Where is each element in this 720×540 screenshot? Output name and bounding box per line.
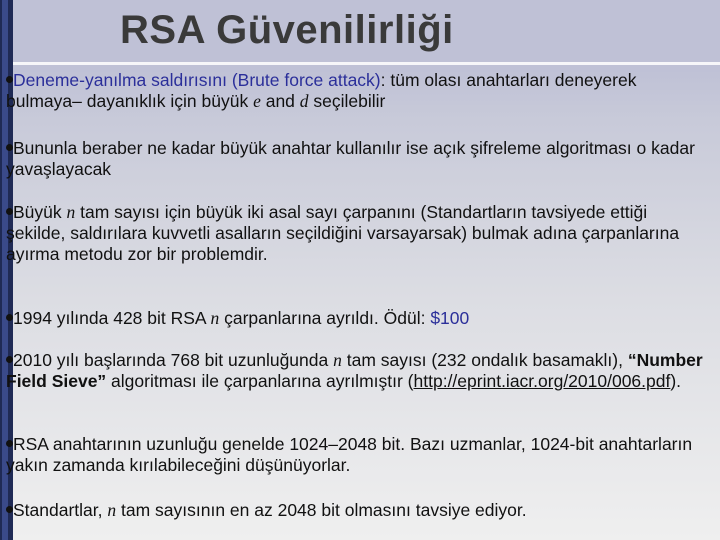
brute-force-text: : tüm olası anahtarları deneyerek bulmaya– dayanıklık için büyük — [6, 70, 637, 111]
bullet-dot — [6, 208, 13, 215]
bullet-dot — [6, 506, 13, 513]
bullet-2010 — [6, 350, 712, 392]
bullet-1994 — [12, 308, 475, 329]
var-n: n — [107, 500, 117, 520]
factoring-text-a: Büyük — [13, 202, 67, 222]
var-n: n — [66, 202, 76, 222]
var-n: n — [210, 308, 220, 328]
bullet-standards — [12, 500, 533, 521]
bullet-dot — [6, 144, 13, 151]
bullet-dot — [6, 76, 13, 83]
key-size-speed-text: Bununla beraber ne kadar büyük anahtar kullanılır ise açık şifreleme algoritması o kadar yavaşlayacak — [6, 138, 695, 179]
slide-title: RSA Güvenilirliği — [120, 8, 454, 52]
bullet-dot — [6, 314, 13, 321]
prize-amount: $100 — [430, 308, 470, 328]
eprint-link[interactable]: http://eprint.iacr.org/2010/006.pdf — [413, 371, 671, 391]
nfs-term: “Number Field Sieve” — [6, 350, 703, 391]
brute-force-term: Deneme-yanılma saldırısını (Brute force attack) — [13, 70, 381, 90]
y2010-text-a: 2010 yılı başlarında 768 bit uzunluğunda — [13, 350, 334, 370]
bullet-key-length — [6, 434, 712, 476]
y2010-text-c: algoritması ile çarpanlarına ayrılmıştır ( — [106, 371, 414, 391]
bullet-dot — [6, 440, 13, 447]
and-text: and — [260, 91, 300, 111]
var-d: d — [299, 91, 309, 111]
bullet-dot — [6, 356, 13, 363]
standards-text-b: tam sayısının en az 2048 bit olmasını tavsiye ediyor. — [116, 500, 527, 520]
title-divider — [13, 62, 720, 65]
bullet-factoring — [6, 202, 712, 265]
bullet-key-size-speed — [6, 138, 712, 180]
var-e: e — [253, 91, 261, 111]
var-n: n — [333, 350, 342, 370]
y2010-text-b: tam sayısı (232 ondalık basamaklı), — [341, 350, 628, 370]
standards-text-a: Standartlar, — [13, 500, 108, 520]
y1994-text-a: 1994 yılında 428 bit RSA — [13, 308, 211, 328]
key-length-text: RSA anahtarının uzunluğu genelde 1024–2048 bit. Bazı uzmanlar, 1024-bit anahtarların yakın zamanda kırılabileceğini düşünüyorlar. — [6, 434, 693, 475]
y1994-text-b: çarpanlarına ayrıldı. Ödül: — [219, 308, 431, 328]
y2010-text-d: ). — [670, 371, 682, 391]
factoring-text-b: tam sayısı için büyük iki asal sayı çarpanını (Standartların tavsiyede ettiği şekilde, saldırılara kuvvetli asalların seçildiğini varsayarsak) bulmak adına çarpanlarına ayırma metodu zor bir problemdir. — [6, 202, 680, 264]
bullet-brute-force — [6, 70, 712, 112]
brute-force-end: seçilebilir — [308, 91, 386, 111]
